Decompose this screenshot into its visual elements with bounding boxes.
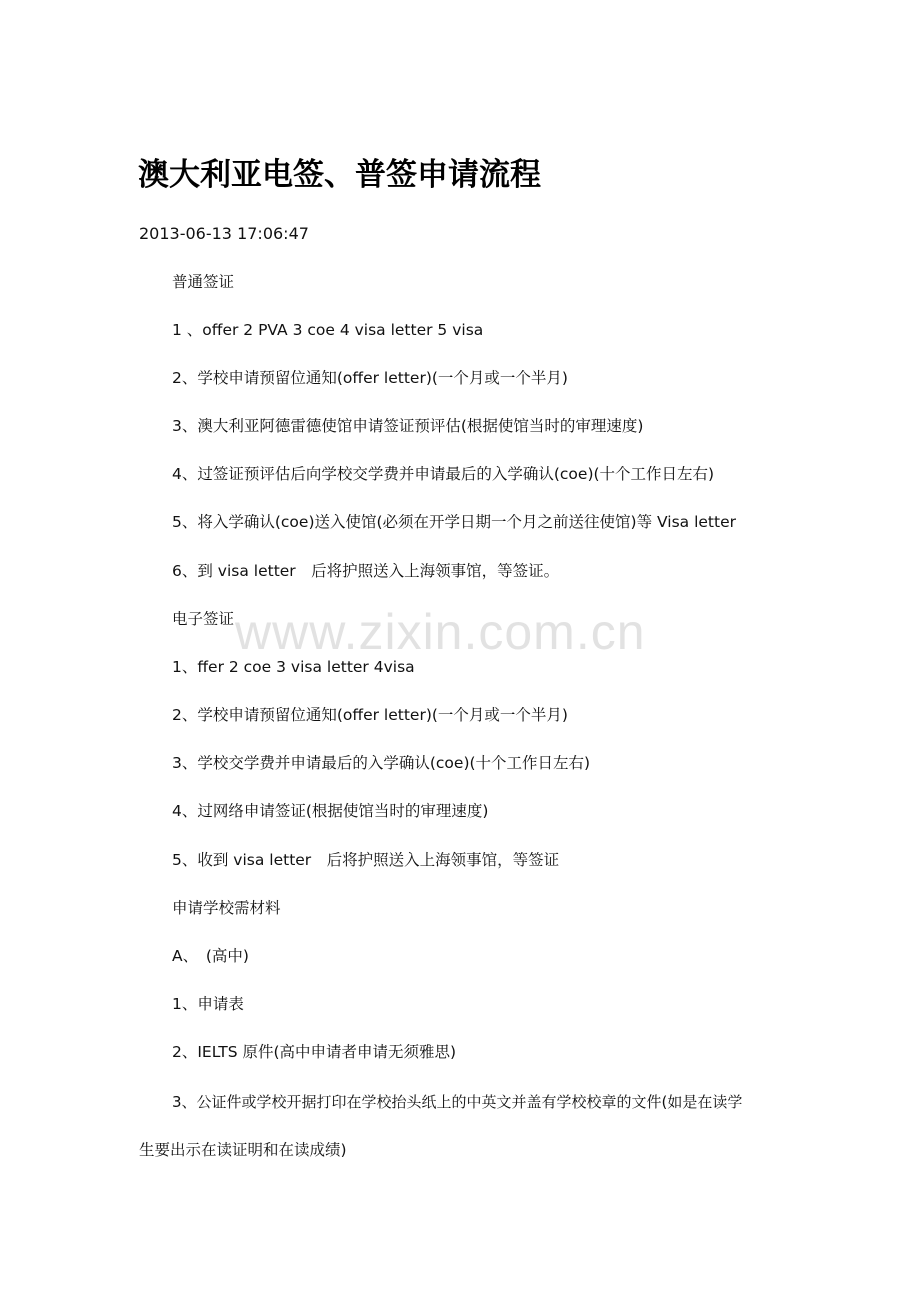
- paragraph-line: 5、将入学确认(coe)送入使馆(必须在开学日期一个月之前送往使馆)等 Visa letter: [172, 513, 736, 531]
- paragraph-line: 2、学校申请预留位通知(offer letter)(一个月或一个半月): [172, 369, 568, 387]
- publish-date: 2013-06-13 17:06:47: [139, 224, 309, 243]
- paragraph-line: A、 (高中): [172, 947, 249, 965]
- paragraph-line: 1 、offer 2 PVA 3 coe 4 visa letter 5 visa: [172, 321, 484, 339]
- paragraph-line: 2、IELTS 原件(高中申请者申请无须雅思): [172, 1043, 457, 1061]
- section-heading-materials: 申请学校需材料: [172, 899, 281, 917]
- paragraph-line: 5、收到 visa letter 后将护照送入上海领事馆，等签证: [172, 851, 560, 869]
- paragraph-line: 1、ffer 2 coe 3 visa letter 4visa: [172, 658, 415, 676]
- paragraph-line: 4、过签证预评估后向学校交学费并申请最后的入学确认(coe)(十个工作日左右): [172, 465, 715, 483]
- paragraph-line: 6、到 visa letter 后将护照送入上海领事馆，等签证。: [172, 562, 560, 580]
- paragraph-line: 4、过网络申请签证(根据使馆当时的审理速度): [172, 802, 489, 820]
- paragraph-line: 2、学校申请预留位通知(offer letter)(一个月或一个半月): [172, 706, 568, 724]
- paragraph-line-continued: 生要出示在读证明和在读成绩): [139, 1141, 347, 1159]
- paragraph-line: 3、学校交学费并申请最后的入学确认(coe)(十个工作日左右): [172, 754, 591, 772]
- section-heading-regular-visa: 普通签证: [172, 273, 235, 291]
- paragraph-line: 3、澳大利亚阿德雷德使馆申请签证预评估(根据使馆当时的审理速度): [172, 417, 644, 435]
- section-heading-e-visa: 电子签证: [172, 610, 235, 628]
- watermark-text: www.zixin.com.cn: [235, 604, 646, 660]
- document-title: 澳大利亚电签、普签申请流程: [138, 157, 541, 193]
- paragraph-line: 1、申请表: [172, 995, 244, 1013]
- paragraph-line: 3、公证件或学校开据打印在学校抬头纸上的中英文并盖有学校校章的文件(如是在读学: [172, 1093, 743, 1111]
